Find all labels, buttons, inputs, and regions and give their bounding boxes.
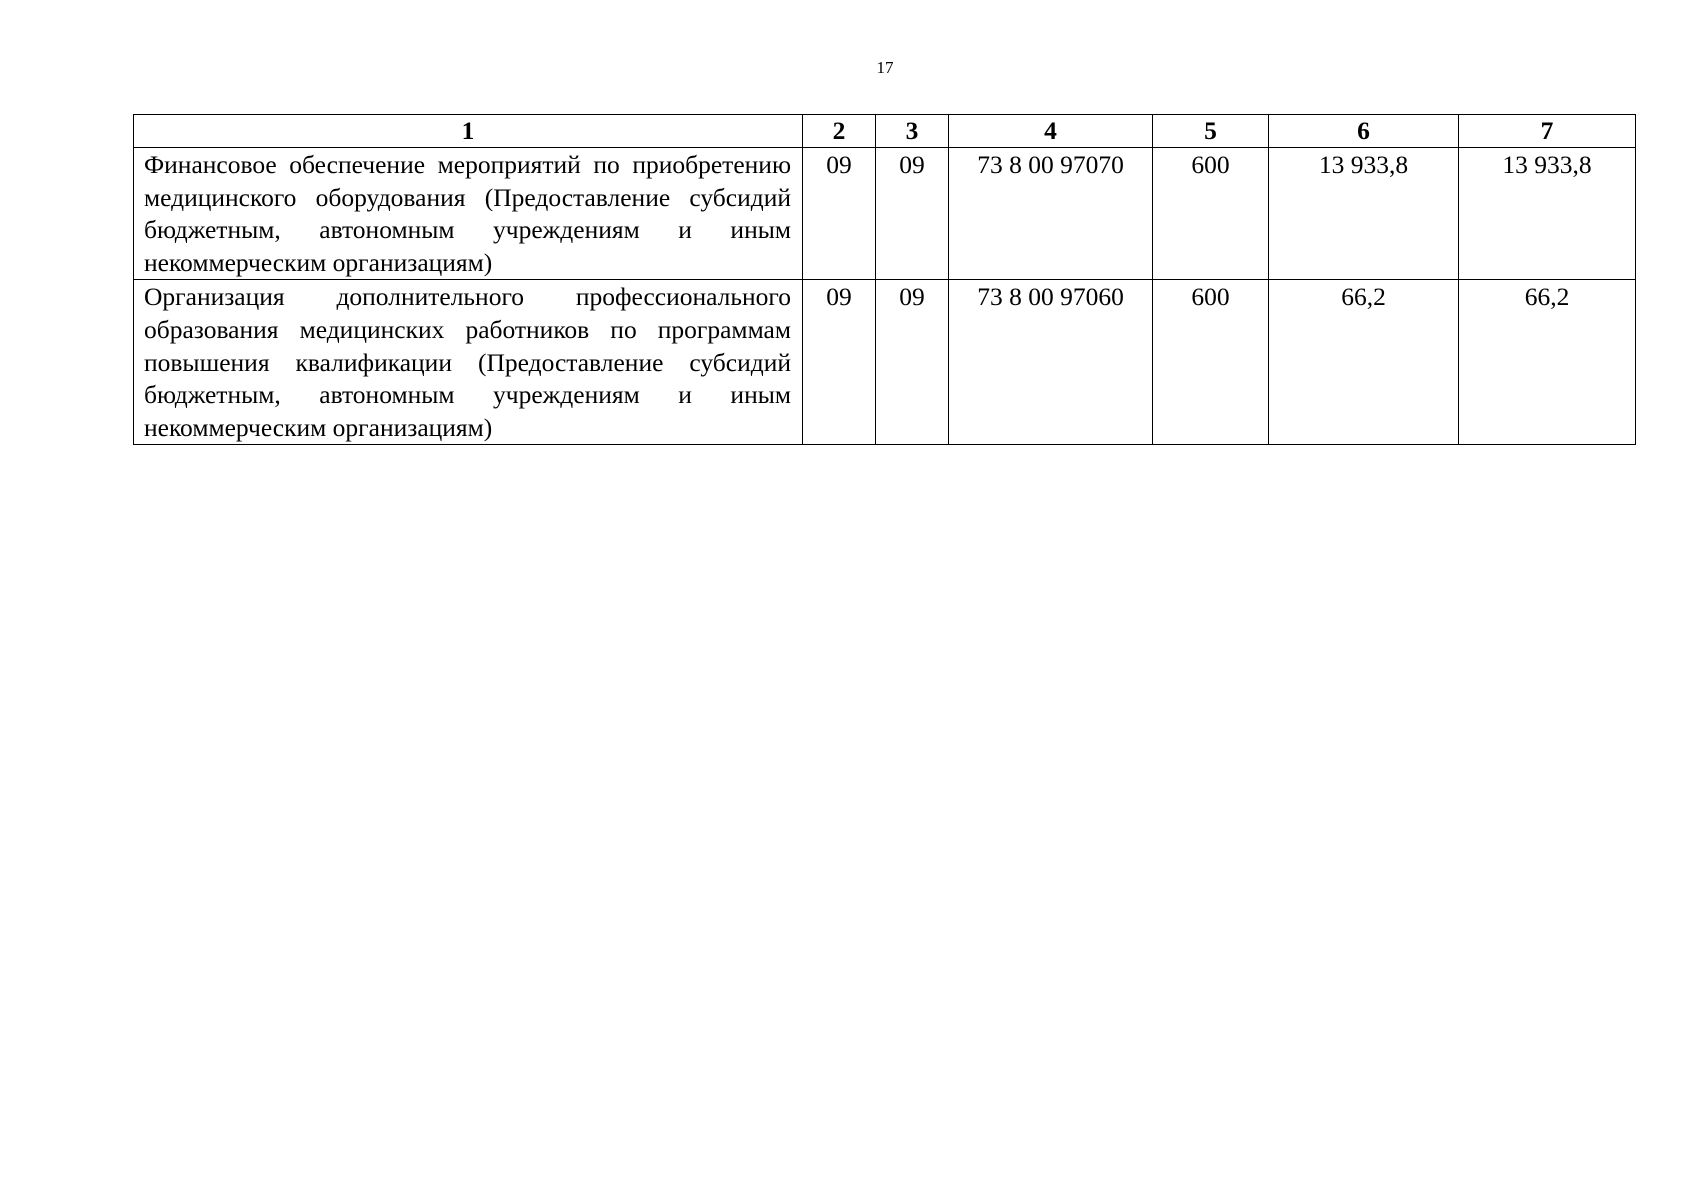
row-description: Организация дополнительного профессионального образования медицинских работников по программам повышения квалификации (Предоставление субсидий бюджетным, автономным учреждениям и иным некоммерческим организациям) [134,280,803,445]
table-row [134,148,1636,280]
column-header: 2 [803,115,876,148]
expense-type-code: 600 [1153,280,1269,445]
expense-type-code: 600 [1153,148,1269,280]
amount-cell: 66,2 [1459,280,1636,445]
subsection-code: 09 [876,148,949,280]
amount-cell: 13 933,8 [1459,148,1636,280]
page-number: 17 [876,58,894,77]
target-article-code: 73 8 00 97060 [949,280,1153,445]
column-header: 6 [1269,115,1459,148]
budget-table [133,114,1636,445]
section-code: 09 [803,148,876,280]
subsection-code: 09 [876,280,949,445]
column-header: 3 [876,115,949,148]
section-code: 09 [803,280,876,445]
amount-cell: 66,2 [1269,280,1459,445]
amount-cell: 13 933,8 [1269,148,1459,280]
column-header: 4 [949,115,1153,148]
table-header-row [134,115,1636,148]
table-row [134,280,1636,445]
column-header: 7 [1459,115,1636,148]
row-description: Финансовое обеспечение мероприятий по приобретению медицинского оборудования (Предоставление субсидий бюджетным, автономным учреждениям и иным некоммерческим организациям) [134,148,803,280]
column-header: 1 [134,115,803,148]
target-article-code: 73 8 00 97070 [949,148,1153,280]
column-header: 5 [1153,115,1269,148]
